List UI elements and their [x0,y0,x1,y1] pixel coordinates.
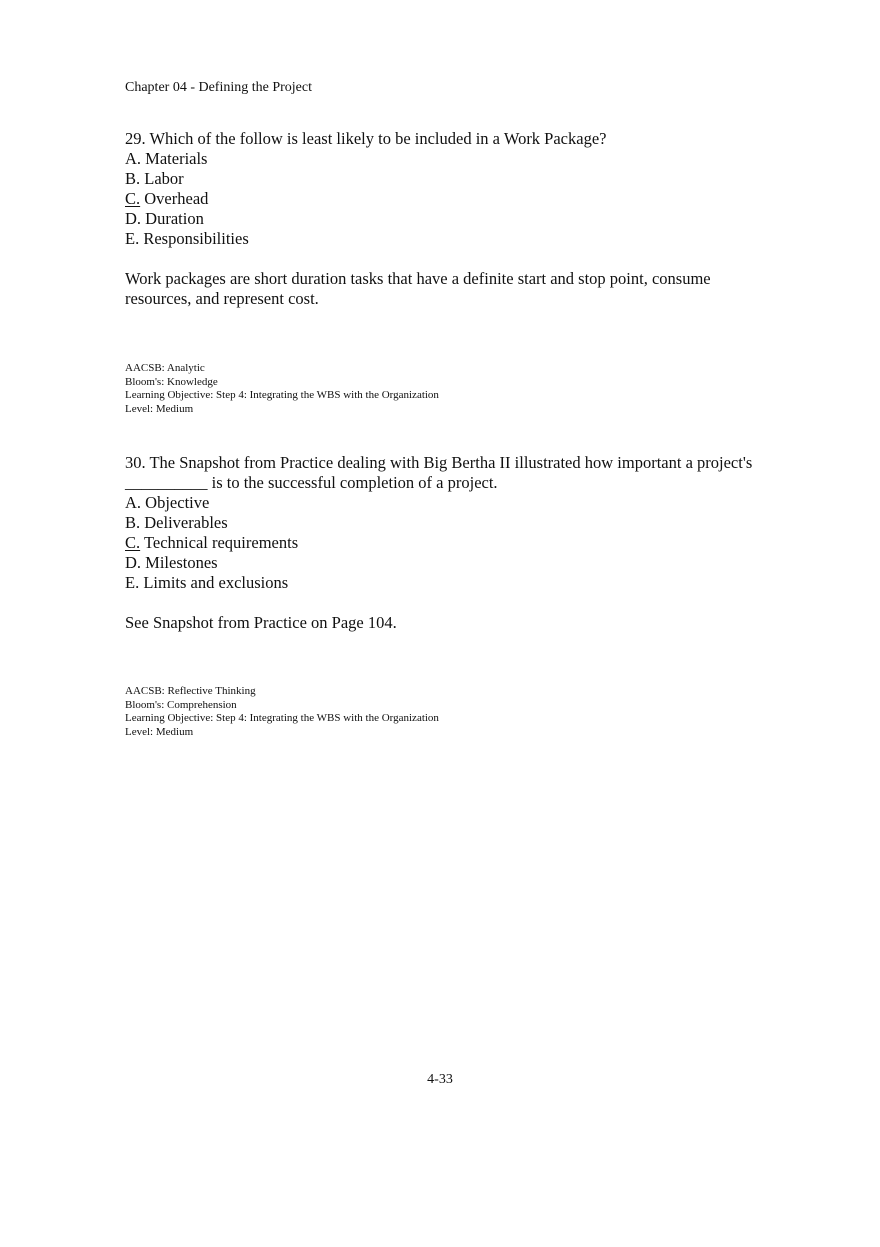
explanation: Work packages are short duration tasks that have a definite start and stop point, consume resources, and represent cost. [125,269,711,308]
explanation: See Snapshot from Practice on Page 104. [125,613,397,632]
option-text: Milestones [145,553,218,572]
option-e [125,229,765,249]
option-a [125,493,765,513]
option-letter: D. [125,553,142,572]
chapter-header: Chapter 04 - Defining the Project [125,80,313,95]
option-d [125,553,765,573]
option-letter: E. [125,229,140,248]
option-c-correct [125,533,765,553]
option-text: Technical requirements [143,533,299,552]
question-29 [125,129,765,309]
question-text: 29. Which of the follow is least likely to be included in a Work Package? [125,129,607,148]
option-letter: A. [125,149,142,168]
option-b [125,169,765,189]
option-text: Limits and exclusions [143,573,289,592]
option-b [125,513,765,533]
learning-objective-tag: Learning Objective: Step 4: Integrating the WBS with the Organization [125,712,439,724]
question-29-metadata [125,362,439,416]
page-number: 4-33 [427,1072,453,1087]
option-letter: B. [125,169,141,188]
question-text: 30. The Snapshot from Practice dealing with Big Bertha II illustrated how important a project's __________ is to the successful completion of a project. [125,453,753,492]
correct-option-letter: C. [125,189,141,208]
option-text: Deliverables [144,513,228,532]
option-text: Overhead [144,189,209,208]
option-text: Materials [145,149,208,168]
option-letter: B. [125,513,141,532]
option-text: Labor [144,169,184,188]
option-text: Objective [145,493,210,512]
option-a [125,149,765,169]
option-e [125,573,765,593]
option-text: Responsibilities [143,229,249,248]
option-c-correct [125,189,765,209]
option-d [125,209,765,229]
blooms-tag: Bloom's: Knowledge [125,375,218,388]
blooms-tag: Bloom's: Comprehension [125,698,237,711]
correct-option-letter: C. [125,533,141,552]
learning-objective-tag: Learning Objective: Step 4: Integrating the WBS with the Organization [125,389,439,401]
option-letter: A. [125,493,142,512]
option-text: Duration [145,209,204,228]
option-letter: D. [125,209,142,228]
aacsb-tag: AACSB: Reflective Thinking [125,685,256,697]
question-30 [125,453,765,633]
option-letter: E. [125,573,140,592]
level-tag: Level: Medium [125,725,194,738]
question-30-metadata [125,685,439,739]
level-tag: Level: Medium [125,402,194,415]
aacsb-tag: AACSB: Analytic [125,362,205,374]
